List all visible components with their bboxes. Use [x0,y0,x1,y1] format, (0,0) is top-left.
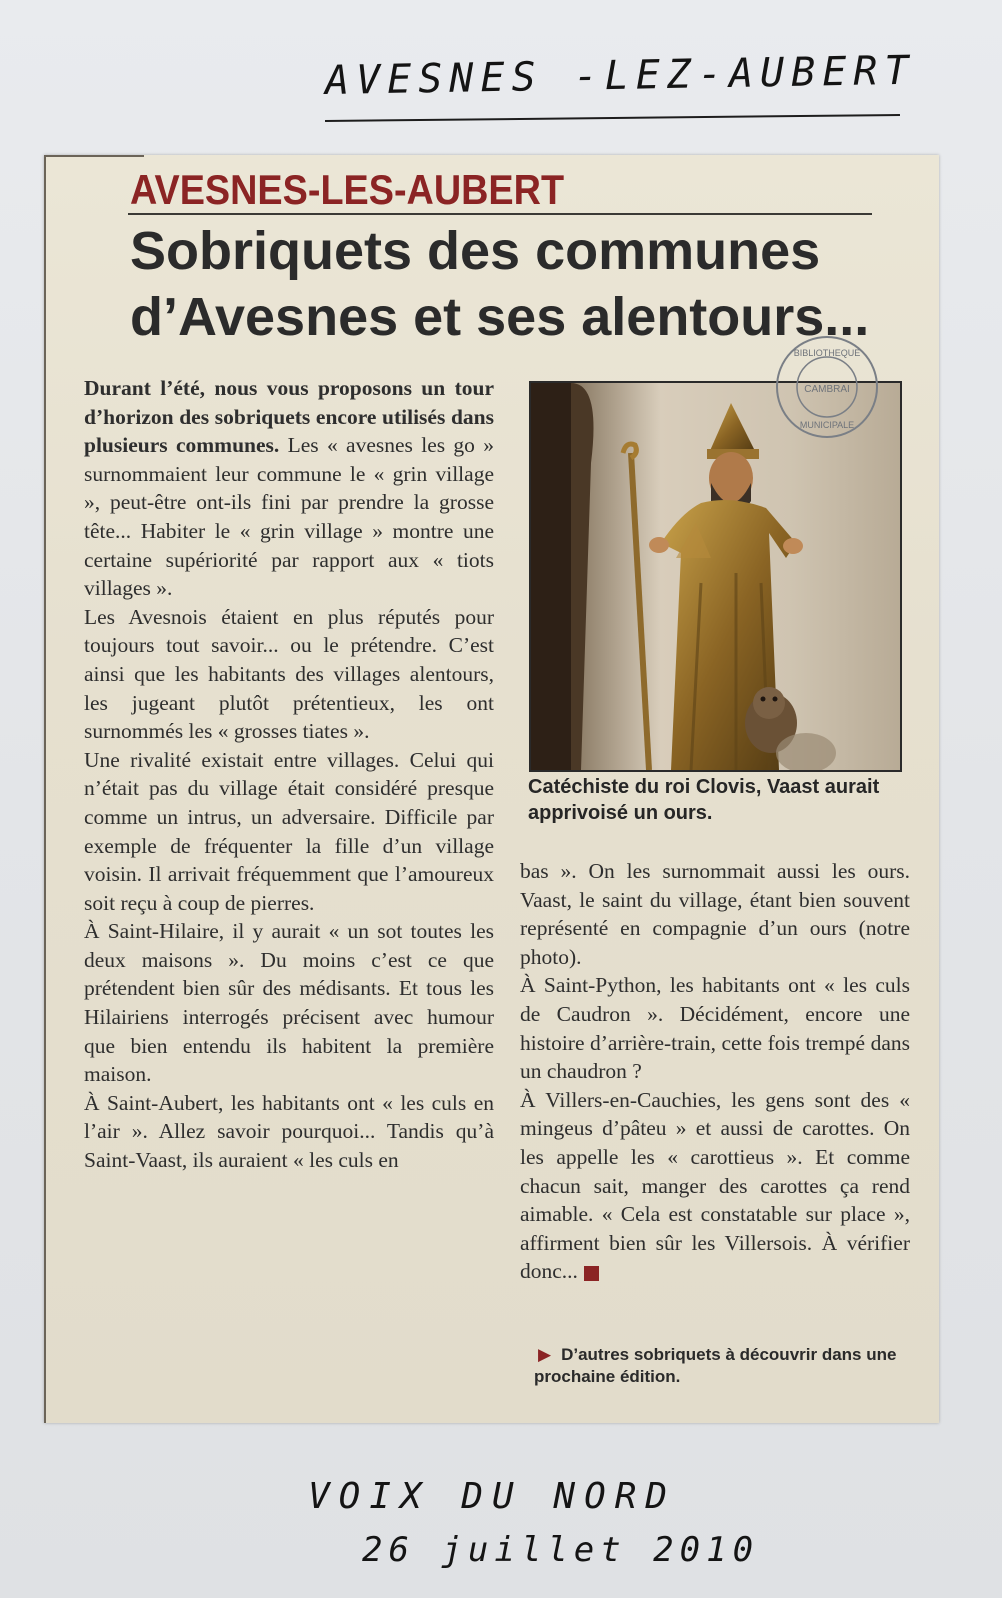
photo-caption: Catéchiste du roi Clovis, Vaast aurait apprivoisé un ours. [528,776,880,824]
clipping-edge-left [44,155,46,1423]
article-paragraph [520,1086,910,1286]
article-paragraph: bas ». On les surnommait aussi les ours. Vaast, le saint du village, étant bien souvent représenté en compagnie d’un ours (notre photo). [520,859,910,969]
article-lead: Durant l’été, nous vous proposons un tour d’horizon des sobriquets encore utilisés dans plusieurs communes. [84,376,494,458]
library-stamp [772,332,882,442]
svg-text:BIBLIOTHEQUE: BIBLIOTHEQUE [793,348,861,358]
handwritten-date: 26 juillet 2010 [362,1530,760,1570]
article-paragraph: À Saint-Hilaire, il y aurait « un sot toutes les deux maisons ». Du moins c’est ce que prétendent bien sûr des médisants. Et tous les Hilairiens interrogés précisent avec humour que bien entendu ils habitent la première maison. [84,919,494,1087]
article-paragraph: Les Avesnois étaient en plus réputés pour toujours tout savoir... ou le prétendre. C’est ainsi que les habitants des villages alentours, les jugeant plutôt prétentieux, les ont surnommés les « grosses tiates ». [84,604,494,744]
article-paragraph: À Saint-Aubert, les habitants ont « les culs en l’air ». Allez savoir pourquoi... Tandis qu’à Saint-Vaast, ils auraient « les culs en [84,1090,494,1173]
teaser [534,1344,914,1388]
rubric-rule [128,213,872,215]
end-mark-icon [584,1266,599,1281]
headline-line-1: Sobriquets des communes [130,221,821,281]
clipping-edge-top [44,155,144,157]
article-column-right [520,857,910,1286]
article-column-left [84,374,494,1175]
article-paragraph: Une rivalité existait entre villages. Celui qui n’était pas du village était considéré presque comme un intrus, un adversaire. Difficile par exemple de fréquenter la fille d’un village voisin. Il arrivait fréquemment que l’amoureux soit reçu à coup de pierres. [84,747,494,915]
headline-line-2: d’Avesnes et ses alentours... [130,287,870,347]
rubric-town: AVESNES-LES-AUBERT [130,166,565,213]
article-paragraph [84,374,494,603]
article-paragraph: À Saint-Python, les habitants ont « les culs de Caudron ». Décidément, encore une histoire d’arrière-train, cette fois trempé dans un chaudron ? [520,973,910,1084]
headline [130,218,890,350]
handwritten-title: AVESNES -LEZ-AUBERT [324,47,916,104]
handwritten-source: VOIX DU NORD [308,1476,677,1517]
article-text: À Villers-en-Cauchies, les gens sont des « mingeus d’pâteu » et aussi de carottes. On les appelle les « carottieus ». Et comme chacun sait, manger des carottes ça rend aimable. « Cela est constatable sur place », affirment bien sûr les Villersois. À vérifier donc... [520,1087,910,1284]
svg-text:CAMBRAI: CAMBRAI [804,384,850,395]
arrow-icon: ▶ [538,1345,552,1364]
article-text: Les « avesnes les go » surnommaient leur commune le « grin village », peut-être ont-ils fini par prendre la grosse tête... Habiter le « grin village » montre une certaine supériorité par rapport aux « tiots villages ». [84,433,495,601]
handwritten-underline [325,114,900,122]
svg-text:MUNICIPALE: MUNICIPALE [799,420,855,430]
teaser-text: D’autres sobriquets à découvrir dans une prochaine édition. [534,1345,897,1386]
